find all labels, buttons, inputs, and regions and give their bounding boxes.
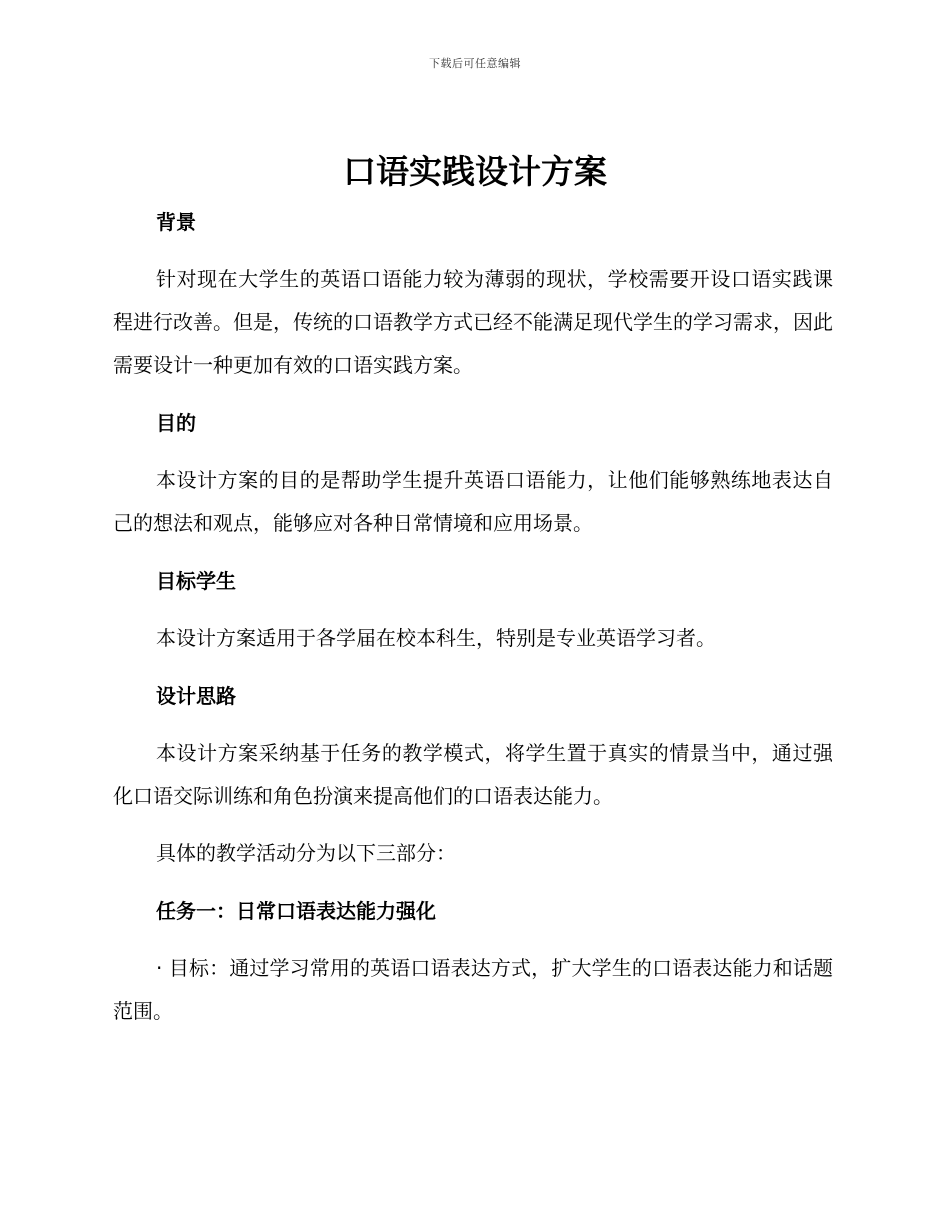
document-title: 口语实践设计方案 — [343, 152, 607, 191]
section-heading-design-idea: 设计思路 — [156, 684, 236, 708]
paragraph-activities-intro: 具体的教学活动分为以下三部分： — [156, 841, 456, 865]
document-body — [113, 200, 833, 1033]
paragraph-background: 针对现在大学生的英语口语能力较为薄弱的现状，学校需要开设口语实践课程进行改善。但是，传统的口语教学方式已经不能满足现代学生的学习需求，因此需要设计一种更加有效的口语实践方案。 — [113, 267, 833, 377]
section-heading-purpose: 目的 — [156, 411, 196, 435]
paragraph-design-idea: 本设计方案采纳基于任务的教学模式，将学生置于真实的情景当中，通过强化口语交际训练和角色扮演来提高他们的口语表达能力。 — [113, 741, 833, 808]
paragraph-purpose: 本设计方案的目的是帮助学生提升英语口语能力，让他们能够熟练地表达自己的想法和观点，能够应对各种日常情境和应用场景。 — [113, 468, 833, 535]
section-heading-target-students: 目标学生 — [156, 569, 236, 593]
section-heading-background: 背景 — [156, 210, 196, 234]
paragraph-target-students: 本设计方案适用于各学届在校本科生，特别是专业英语学习者。 — [156, 626, 716, 650]
paragraph-task-one-goal: · 目标：通过学习常用的英语口语表达方式，扩大学生的口语表达能力和话题范围。 — [113, 956, 833, 1023]
section-heading-task-one: 任务一：日常口语表达能力强化 — [156, 899, 436, 923]
header-note: 下载后可任意编辑 — [429, 57, 521, 70]
